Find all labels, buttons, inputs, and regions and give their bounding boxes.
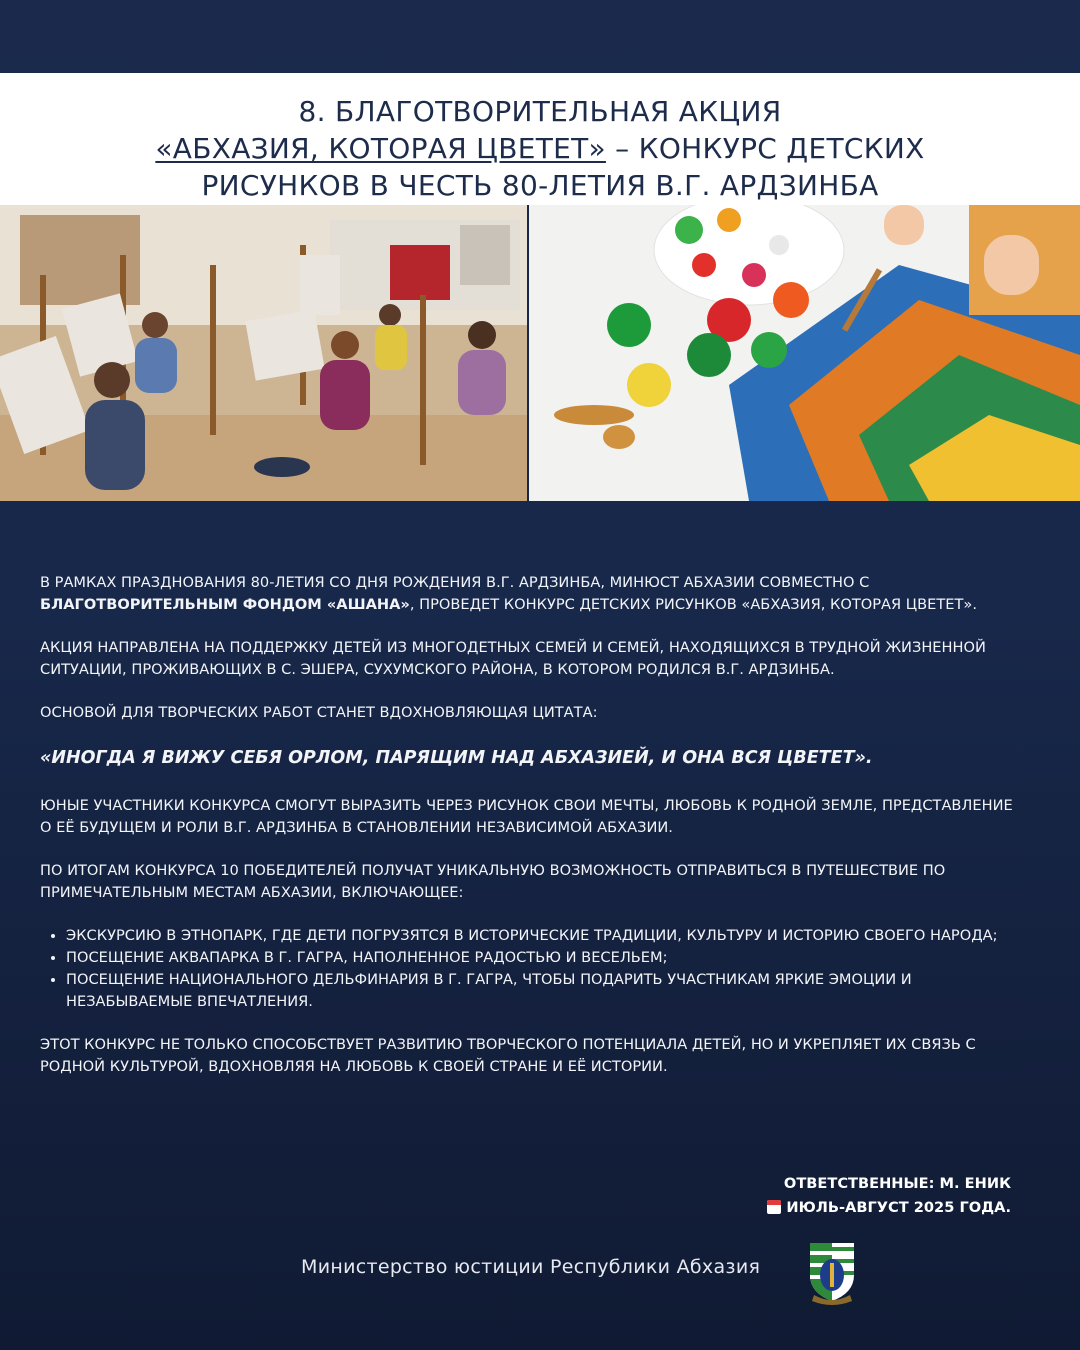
- list-item: • ПОСЕЩЕНИЕ НАЦИОНАЛЬНОГО ДЕЛЬФИНАРИЯ В Г. ГАГРА, ЧТОБЫ ПОДАРИТЬ УЧАСТНИКАМ ЯРКИЕ ЭМОЦИИ И НЕЗАБЫВАЕМЫЕ ВПЕЧАТЛЕНИЯ.: [66, 969, 1020, 1013]
- ministry-emblem-icon: [800, 1241, 864, 1305]
- responsible-line: ОТВЕТСТВЕННЫЕ: М. ЕНИК: [783, 1175, 1011, 1192]
- dates-line: [767, 1196, 1011, 1220]
- paragraph-aim: АКЦИЯ НАПРАВЛЕНА НА ПОДДЕРЖКУ ДЕТЕЙ ИЗ МНОГОДЕТНЫХ СЕМЕЙ И СЕМЕЙ, НАХОДЯЩИХСЯ В ТРУДНОЙ ЖИЗНЕННОЙ СИТУАЦИИ, ПРОЖИВАЮЩИХ В С. ЭШЕРА, СУХУМСКОГО РАЙОНА, В КОТОРОМ РОДИЛСЯ В.Г. АРДЗИНБА.: [40, 639, 986, 678]
- paragraph-basis: ОСНОВОЙ ДЛЯ ТВОРЧЕСКИХ РАБОТ СТАНЕТ ВДОХНОВЛЯЮЩАЯ ЦИТАТА:: [40, 704, 598, 721]
- intro-text: В РАМКАХ ПРАЗДНОВАНИЯ 80-ЛЕТИЯ СО ДНЯ РОЖДЕНИЯ В.Г. АРДЗИНБА, МИНЮСТ АБХАЗИИ СОВМЕСТНО С: [40, 574, 870, 591]
- title-line-2-rest: – КОНКУРС ДЕТСКИХ: [605, 132, 925, 165]
- list-item: • ЭКСКУРСИЮ В ЭТНОПАРК, ГДЕ ДЕТИ ПОГРУЗЯТСЯ В ИСТОРИЧЕСКИЕ ТРАДИЦИИ, КУЛЬТУРУ И ИСТОРИЮ СВОЕГО НАРОДА;: [66, 925, 1020, 947]
- prize-list: [40, 925, 1020, 1013]
- quote: «ИНОГДА Я ВИЖУ СЕБЯ ОРЛОМ, ПАРЯЩИМ НАД АБХАЗИЕЙ, И ОНА ВСЯ ЦВЕТЕТ».: [40, 748, 873, 768]
- dates-text: ИЮЛЬ-АВГУСТ 2025 ГОДА.: [786, 1199, 1011, 1216]
- title-line-1: 8. БЛАГОТВОРИТЕЛЬНАЯ АКЦИЯ: [298, 95, 782, 128]
- list-item: • ПОСЕЩЕНИЕ АКВАПАРКА В Г. ГАГРА, НАПОЛНЕННОЕ РАДОСТЬЮ И ВЕСЕЛЬЕМ;: [66, 947, 1020, 969]
- paragraph-winners: ПО ИТОГАМ КОНКУРСА 10 ПОБЕДИТЕЛЕЙ ПОЛУЧАТ УНИКАЛЬНУЮ ВОЗМОЖНОСТЬ ОТПРАВИТЬСЯ В ПУТЕШЕСТВИЕ ПО ПРИМЕЧАТЕЛЬНЫМ МЕСТАМ АБХАЗИИ, ВКЛЮЧАЮЩЕЕ:: [40, 862, 946, 901]
- title-band: [0, 73, 1080, 205]
- photo-strip: [0, 205, 1080, 501]
- responsible-block: [767, 1172, 1011, 1220]
- title-campaign-name: «АБХАЗИЯ, КОТОРАЯ ЦВЕТЕТ»: [155, 132, 606, 165]
- calendar-icon: [767, 1200, 781, 1214]
- title-line-2: [0, 130, 1080, 167]
- paragraph-participants: ЮНЫЕ УЧАСТНИКИ КОНКУРСА СМОГУТ ВЫРАЗИТЬ ЧЕРЕЗ РИСУНОК СВОИ МЕЧТЫ, ЛЮБОВЬ К РОДНОЙ ЗЕМЛЕ, ПРЕДСТАВЛЕНИЕ О ЕЁ БУДУЩЕМ И РОЛИ В.Г. АРДЗИНБА В СТАНОВЛЕНИИ НЕЗАВИСИМОЙ АБХАЗИИ.: [40, 797, 1013, 836]
- paragraph-intro: [40, 572, 1020, 616]
- paragraph-conclusion: ЭТОТ КОНКУРС НЕ ТОЛЬКО СПОСОБСТВУЕТ РАЗВИТИЮ ТВОРЧЕСКОГО ПОТЕНЦИАЛА ДЕТЕЙ, НО И УКРЕПЛЯЕТ ИХ СВЯЗЬ С РОДНОЙ КУЛЬТУРОЙ, ВДОХНОВЛЯЯ НА ЛЮБОВЬ К СВОЕЙ СТРАНЕ И ЕЁ ИСТОРИИ.: [40, 1036, 976, 1075]
- ministry-name: Министерство юстиции Республики Абхазия: [301, 1256, 761, 1278]
- paints-photo: [529, 205, 1080, 501]
- foundation-name: БЛАГОТВОРИТЕЛЬНЫМ ФОНДОМ «АШАНА»: [40, 596, 410, 613]
- intro-text-end: , ПРОВЕДЕТ КОНКУРС ДЕТСКИХ РИСУНКОВ «АБХАЗИЯ, КОТОРАЯ ЦВЕТЕТ».: [409, 596, 977, 613]
- title-line-3: РИСУНКОВ В ЧЕСТЬ 80-ЛЕТИЯ В.Г. АРДЗИНБА: [201, 169, 879, 202]
- art-class-photo: [0, 205, 527, 501]
- article-body: [40, 572, 1020, 1099]
